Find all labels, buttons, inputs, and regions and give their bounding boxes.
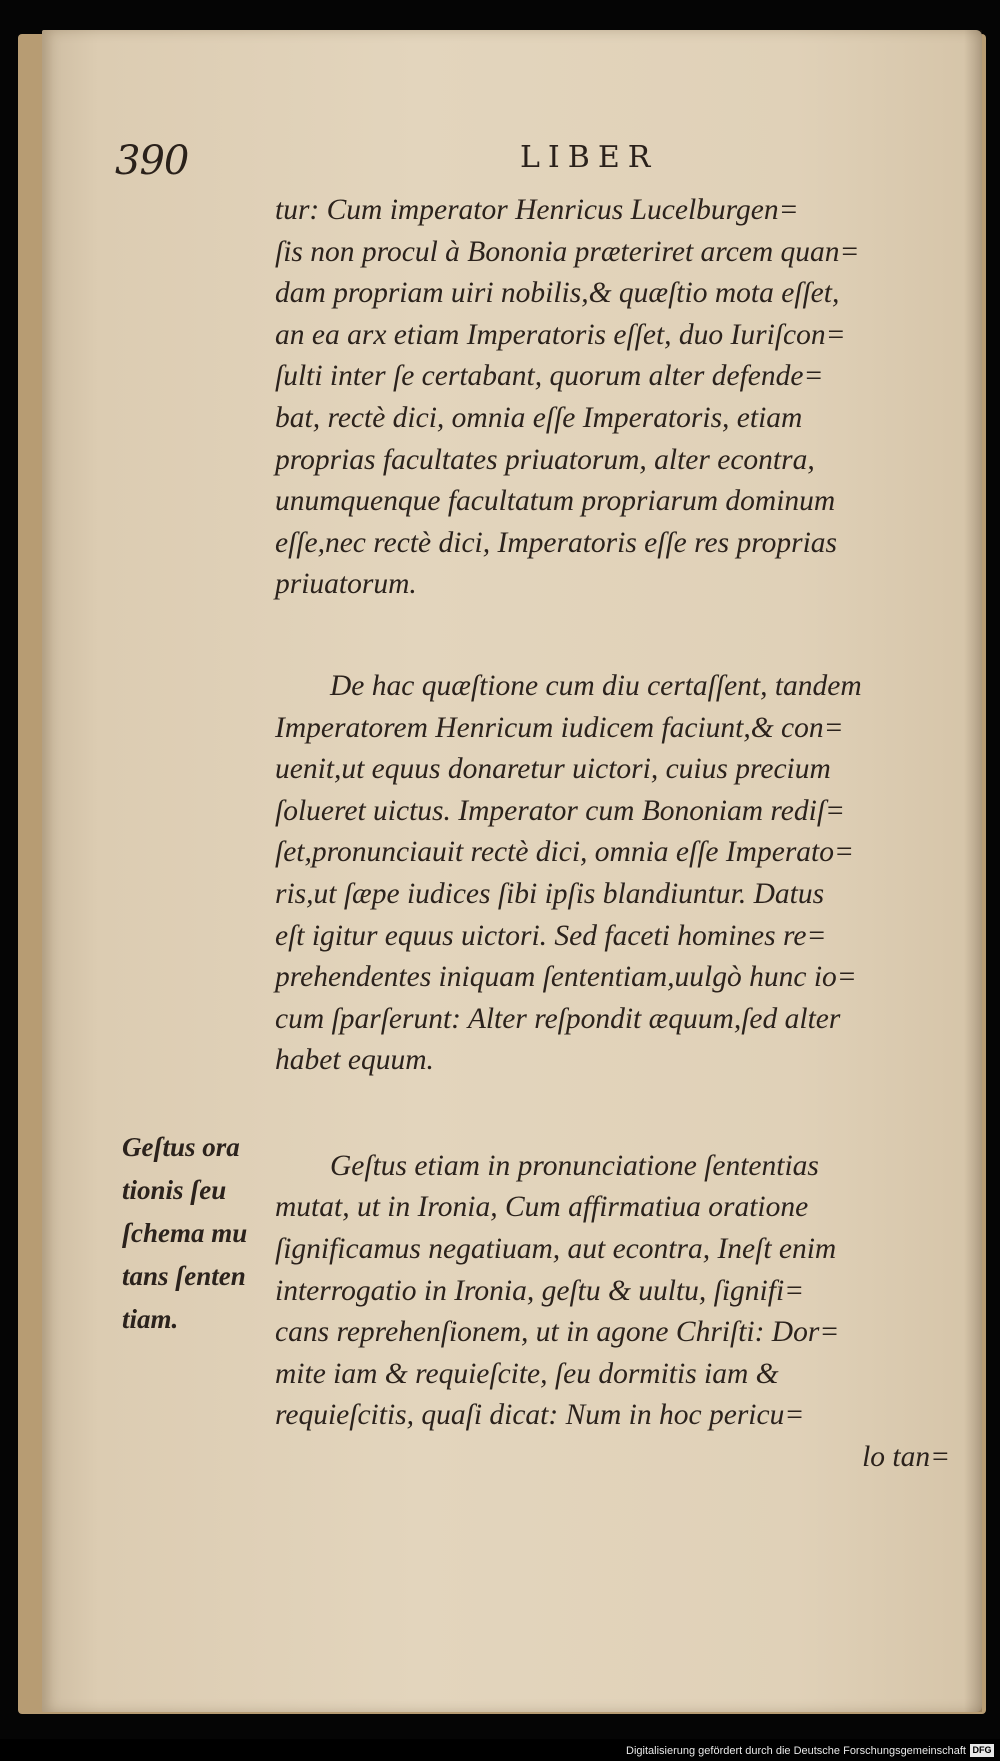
running-head: LIBER (520, 140, 659, 175)
text-line: ſis non procul à Bononia præteriret arcem quan= (275, 235, 860, 268)
text-line: tur: Cum imperator Henricus Lucelburgen= (275, 194, 799, 226)
footer-bar (0, 1739, 1000, 1761)
paragraph-2 (275, 666, 950, 1082)
marginal-note (122, 1126, 272, 1341)
marginal-line: Geſtus ora (122, 1132, 240, 1162)
text-line: ſulti inter ſe certabant, quorum alter defende= (275, 360, 824, 393)
funding-credit: Digitalisierung gefördert durch die Deutsche Forschungsgemeinschaft (626, 1745, 966, 1757)
marginal-line: tans ſenten (122, 1261, 246, 1291)
paragraph-1 (275, 190, 950, 606)
text-line: mutat, ut in Ironia, Cum affirmatiua oratione (275, 1191, 809, 1224)
text-line: habet equum. (275, 1044, 434, 1077)
text-line: dam propriam uiri nobilis,& quæſtio mota eſſet, (275, 277, 840, 310)
text-line: mite iam & requieſcite, ſeu dormitis iam & (275, 1357, 779, 1390)
text-line: cum ſparſerunt: Alter reſpondit æquum,ſed alter (275, 1002, 841, 1035)
page-number: 390 (115, 138, 189, 184)
text-line: ſolueret uictus. Imperator cum Bononiam rediſ= (275, 794, 845, 827)
page-gutter-shadow (964, 30, 982, 1712)
text-line: ſet,pronunciauit rectè dici, omnia eſſe Imperato= (275, 836, 854, 869)
text-line: eſſe,nec rectè dici, Imperatoris eſſe res proprias (275, 526, 837, 559)
text-line: bat, rectè dici, omnia eſſe Imperatoris, etiam (275, 401, 803, 434)
text-line: priuatorum. (275, 568, 417, 601)
text-line: interrogatio in Ironia, geſtu & uultu, ſignifi= (275, 1274, 805, 1307)
marginal-line: ſchema mu (122, 1218, 248, 1248)
text-line: an ea arx etiam Imperatoris eſſet, duo Iuriſcon= (275, 318, 846, 351)
paragraph-gap (275, 606, 950, 666)
text-line: Imperatorem Henricum iudicem faciunt,& con= (275, 711, 844, 744)
text-line: ſignificamus negatiuam, aut econtra, Ineſt enim (275, 1233, 837, 1266)
text-line: uenit,ut equus donaretur uictori, cuius precium (275, 753, 831, 786)
dfg-logo: DFG (970, 1744, 994, 1757)
text-line: requieſcitis, quaſi dicat: Num in hoc pericu= (275, 1399, 805, 1432)
text-line: proprias facultates priuatorum, alter econtra, (275, 443, 815, 476)
text-line: prehendentes iniquam ſententiam,uulgò hunc io= (275, 961, 857, 994)
marginal-line: tiam. (122, 1304, 179, 1334)
body-text (275, 190, 950, 1479)
text-line: eſt igitur equus uictori. Sed faceti homines re= (275, 919, 827, 952)
text-line: De hac quæſtione cum diu certaſſent, tandem (330, 669, 862, 702)
text-line: ris,ut ſæpe iudices ſibi ipſis blandiuntur. Datus (275, 877, 825, 910)
paragraph-gap (275, 1082, 950, 1146)
text-line: Geſtus etiam in pronunciatione ſententias (330, 1149, 819, 1182)
marginal-line: tionis ſeu (122, 1175, 227, 1205)
catchword: lo tan= (862, 1441, 950, 1474)
text-line: unumquenque facultatum propriarum dominum (275, 485, 836, 518)
paragraph-3 (275, 1146, 950, 1479)
text-line: cans reprehenſionem, ut in agone Chriſti: Dor= (275, 1316, 840, 1349)
